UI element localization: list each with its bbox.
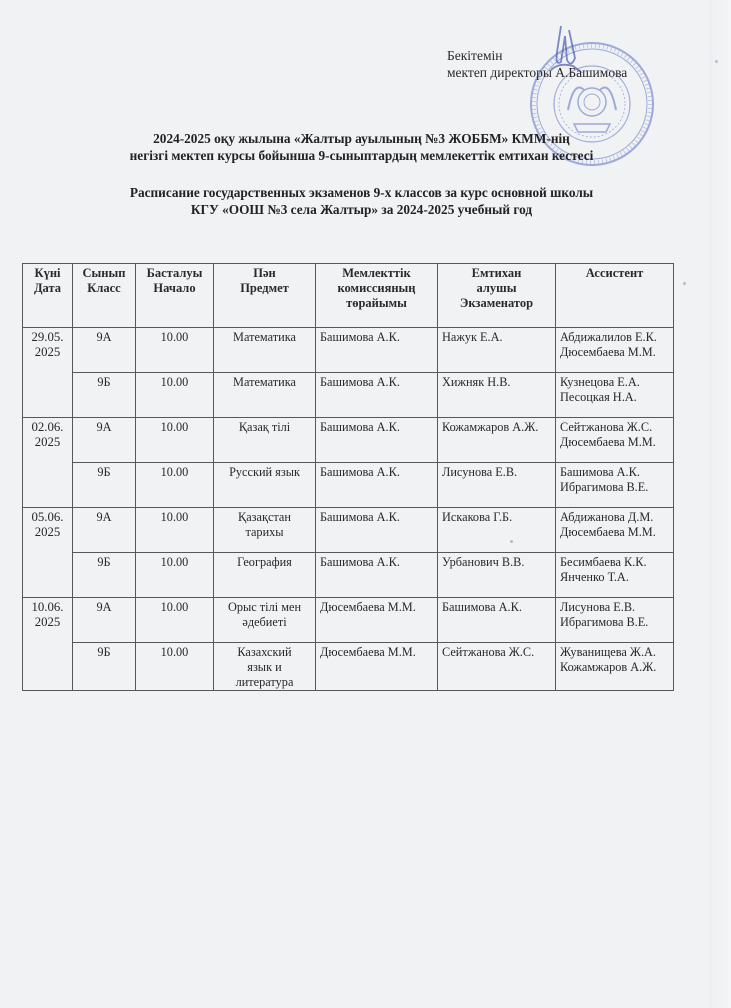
exam-schedule-table <box>22 263 674 691</box>
examiner-cell: Кожамжаров А.Ж. <box>438 418 556 463</box>
start-cell: 10.00 <box>136 373 214 418</box>
paper-speck <box>510 540 513 543</box>
title-kazakh-line-2: негізгі мектеп курсы бойынша 9-сыныптардың мемлекеттік емтихан кестесі <box>129 147 594 163</box>
chair-cell: Башимова А.К. <box>316 418 438 463</box>
subject-cell: Казахский язык и литература <box>214 643 316 691</box>
title-russian-line-1: Расписание государственных экзаменов 9-х классов за курс основной школы <box>129 185 594 200</box>
chair-cell: Дюсембаева М.М. <box>316 598 438 643</box>
class-cell: 9Б <box>73 643 136 691</box>
start-cell: 10.00 <box>136 463 214 508</box>
start-cell: 10.00 <box>136 328 214 373</box>
start-cell: 10.00 <box>136 508 214 553</box>
subject-cell: Математика <box>214 328 316 373</box>
start-cell: 10.00 <box>136 418 214 463</box>
table-row <box>23 373 674 418</box>
approval-block <box>447 47 627 81</box>
table-row <box>23 643 674 691</box>
class-cell: 9А <box>73 598 136 643</box>
chair-cell: Башимова А.К. <box>316 328 438 373</box>
examiner-cell: Нажук Е.А. <box>438 328 556 373</box>
start-cell: 10.00 <box>136 553 214 598</box>
class-cell: 9А <box>73 508 136 553</box>
chair-cell: Башимова А.К. <box>316 373 438 418</box>
header-examiner: Емтихан алушы Экзаменатор <box>438 264 556 328</box>
examiner-cell: Искакова Г.Б. <box>438 508 556 553</box>
examiner-cell: Хижняк Н.В. <box>438 373 556 418</box>
class-cell: 9Б <box>73 553 136 598</box>
title-kazakh-line-1: 2024-2025 оқу жылына «Жалтыр ауылының №3 ЖОББМ» КММ-нің <box>153 131 570 146</box>
table-row <box>23 463 674 508</box>
approval-line-2: мектеп директоры А.Башимова <box>447 65 628 80</box>
assistants-cell: Кузнецова Е.А. Песоцкая Н.А. <box>556 373 674 418</box>
header-chair: Мемлекттік комиссияның төрайымы <box>316 264 438 328</box>
header-subject: Пән Предмет <box>214 264 316 328</box>
date-cell: 05.06. 2025 <box>23 508 73 598</box>
start-cell: 10.00 <box>136 598 214 643</box>
date-cell: 02.06. 2025 <box>23 418 73 508</box>
assistants-cell: Бесимбаева К.К. Янченко Т.А. <box>556 553 674 598</box>
paper-speck <box>683 282 686 285</box>
assistants-cell: Абдижанова Д.М. Дюсембаева М.М. <box>556 508 674 553</box>
subject-cell: Русский язык <box>214 463 316 508</box>
title-russian-line-2: КГУ «ООШ №3 села Жалтыр» за 2024-2025 учебный год <box>190 201 533 217</box>
table-row <box>23 553 674 598</box>
assistants-cell: Жуванищева Ж.А. Кожамжаров А.Ж. <box>556 643 674 691</box>
table-row <box>23 328 674 373</box>
table-row <box>23 418 674 463</box>
assistants-cell: Абдижалилов Е.К. Дюсембаева М.М. <box>556 328 674 373</box>
header-class: Сынып Класс <box>73 264 136 328</box>
assistants-cell: Лисунова Е.В. Ибрагимова В.Е. <box>556 598 674 643</box>
table-row <box>23 598 674 643</box>
subject-cell: География <box>214 553 316 598</box>
examiner-cell: Урбанович В.В. <box>438 553 556 598</box>
class-cell: 9А <box>73 418 136 463</box>
subject-cell: Математика <box>214 373 316 418</box>
class-cell: 9Б <box>73 463 136 508</box>
header-assistant: Ассистент <box>556 264 674 328</box>
subject-cell: Қазақ тілі <box>214 418 316 463</box>
header-date: Күні Дата <box>23 264 73 328</box>
chair-cell: Башимова А.К. <box>316 508 438 553</box>
approval-line-1: Бекітемін <box>447 48 503 63</box>
examiner-cell: Сейтжанова Ж.С. <box>438 643 556 691</box>
class-cell: 9Б <box>73 373 136 418</box>
chair-cell: Башимова А.К. <box>316 553 438 598</box>
assistants-cell: Башимова А.К. Ибрагимова В.Е. <box>556 463 674 508</box>
subject-cell: Қазақстан тарихы <box>214 508 316 553</box>
date-cell: 10.06. 2025 <box>23 598 73 691</box>
start-cell: 10.00 <box>136 643 214 691</box>
header-start: Басталуы Начало <box>136 264 214 328</box>
examiner-cell: Башимова А.К. <box>438 598 556 643</box>
class-cell: 9А <box>73 328 136 373</box>
chair-cell: Дюсембаева М.М. <box>316 643 438 691</box>
subject-cell: Орыс тілі мен әдебиеті <box>214 598 316 643</box>
examiner-cell: Лисунова Е.В. <box>438 463 556 508</box>
title-russian <box>0 185 727 218</box>
table-row <box>23 508 674 553</box>
assistants-cell: Сейтжанова Ж.С. Дюсембаева М.М. <box>556 418 674 463</box>
table-header-row <box>23 264 674 328</box>
date-cell: 29.05. 2025 <box>23 328 73 418</box>
title-kazakh <box>0 131 727 164</box>
chair-cell: Башимова А.К. <box>316 463 438 508</box>
paper-speck <box>715 60 718 63</box>
